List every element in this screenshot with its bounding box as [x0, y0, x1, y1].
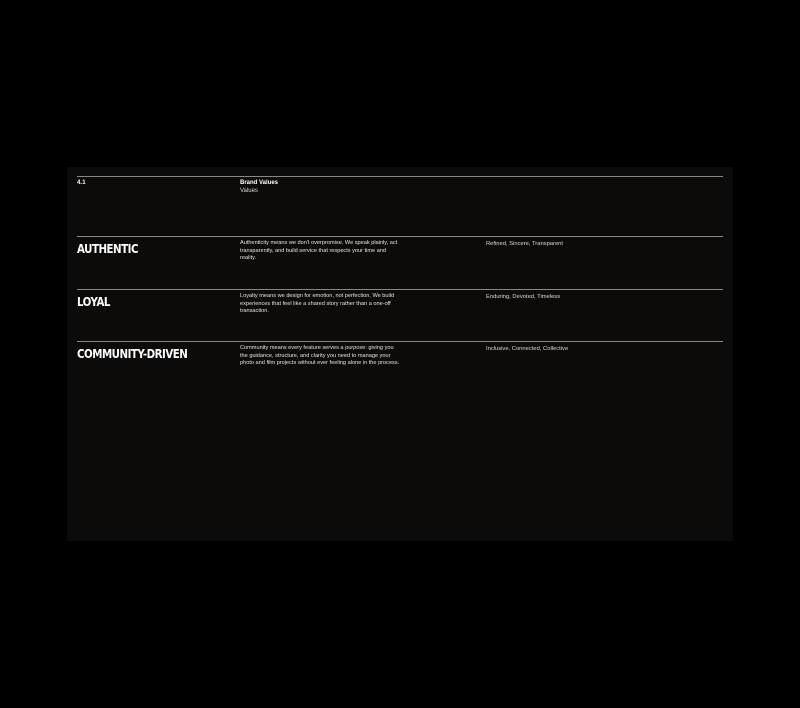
section-subtitle: Values — [240, 188, 258, 194]
value-description-community-driven: Community means every feature serves a purpose: giving you the guidance, structure, and clarity you need to manage your photo and film projects without ever feeling alone in the process. — [240, 345, 400, 367]
row-divider — [77, 341, 723, 342]
value-name-loyal: LOYAL — [77, 294, 110, 309]
value-keywords-authentic: Refined, Sincere, Transparent — [486, 241, 564, 247]
brand-values-slide — [67, 167, 733, 541]
row-divider — [77, 236, 723, 237]
value-name-community-driven: COMMUNITY-DRIVEN — [77, 346, 188, 361]
value-name-authentic: AUTHENTIC — [77, 241, 139, 256]
section-number: 4.1 — [77, 180, 86, 186]
value-keywords-loyal: Enduring, Devoted, Timeless — [486, 294, 561, 300]
row-divider — [77, 289, 723, 290]
value-keywords-community-driven: Inclusive, Connected, Collective — [486, 346, 569, 352]
header-divider — [77, 176, 723, 177]
value-description-authentic: Authenticity means we don't overpromise. We speak plainly, act transparently, and build service that respects your time and reality. — [240, 240, 398, 262]
section-title: Brand Values — [240, 180, 279, 186]
value-description-loyal: Loyalty means we design for emotion, not perfection. We build experiences that feel like a shared story rather than a one-off transaction. — [240, 293, 395, 315]
